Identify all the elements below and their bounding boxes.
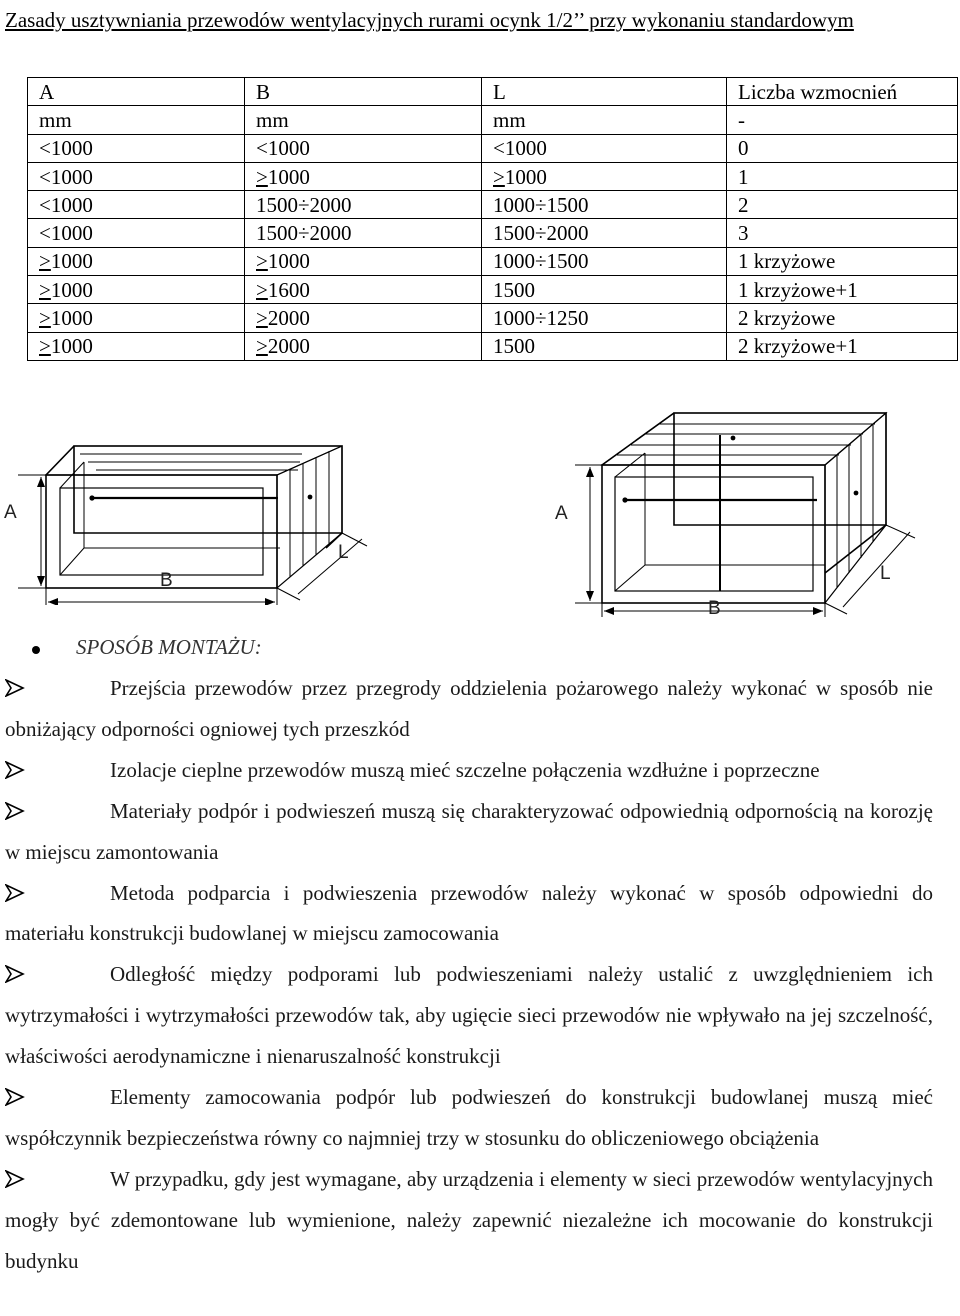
table-cell: <1000 xyxy=(482,134,727,162)
table-cell: 1 krzyżowe xyxy=(727,247,958,275)
table-row xyxy=(28,191,958,219)
duct-drawing-small xyxy=(0,440,380,605)
arrowhead-bullet-icon xyxy=(5,965,25,983)
instruction-text: Przejścia przewodów przez przegrody oddzielenia pożarowego należy wykonać w sposób nie obniżający odporności ogniowej tych przeszkód xyxy=(5,676,933,741)
arrowhead-bullet-icon xyxy=(5,1088,25,1106)
table-cell: 3 xyxy=(727,219,958,247)
table-row xyxy=(28,332,958,360)
table-cell: mm xyxy=(245,106,482,134)
table-cell: 2 krzyżowe+1 xyxy=(727,332,958,360)
table-cell: A xyxy=(28,78,245,106)
table-cell: >1000 xyxy=(28,332,245,360)
arrowhead-bullet-icon xyxy=(5,1170,25,1188)
dimension-label-a: A xyxy=(555,503,568,524)
table-cell: >2000 xyxy=(245,304,482,332)
table-cell: 1000÷1250 xyxy=(482,304,727,332)
table-cell: >2000 xyxy=(245,332,482,360)
table-cell: 1500÷2000 xyxy=(245,219,482,247)
instruction-text: Materiały podpór i podwieszeń muszą się charakteryzować odpowiednią odpornością na korozję w miejscu zamontowania xyxy=(5,798,933,864)
instruction-item xyxy=(5,873,933,955)
table-cell: <1000 xyxy=(28,162,245,190)
table-row xyxy=(28,247,958,275)
table-cell: 1 krzyżowe+1 xyxy=(727,276,958,304)
reinforcement-table xyxy=(27,77,958,361)
table-row xyxy=(28,219,958,247)
table-cell: >1000 xyxy=(28,304,245,332)
table-cell: 1500÷2000 xyxy=(245,191,482,219)
arrowhead-bullet-icon xyxy=(5,761,25,779)
table-units-row xyxy=(28,106,958,134)
dimension-label-l: L xyxy=(880,563,891,584)
table-cell: 1000÷1500 xyxy=(482,191,727,219)
instruction-item xyxy=(5,1077,933,1159)
table-cell: B xyxy=(245,78,482,106)
instruction-item xyxy=(5,791,933,873)
instruction-text: Odległość między podporami lub podwieszeniami należy ustalić z uwzględnieniem ich wytrzymałości i wytrzymałości przewodów tak, aby ugięcie sieci przewodów nie wpływało na jej szczelność, właściwości aerodynamiczne i nienaruszalność konstrukcji xyxy=(5,962,933,1069)
table-cell: <1000 xyxy=(28,219,245,247)
arrowhead-bullet-icon xyxy=(5,884,25,902)
table-cell: >1000 xyxy=(482,162,727,190)
arrowhead-bullet-icon xyxy=(5,679,25,697)
instruction-text: Elementy zamocowania podpór lub podwieszeń do konstrukcji budowlanej muszą mieć współczynnik bezpieczeństwa równy co najmniej trzy w stosunku do obliczeniowego obciążenia xyxy=(5,1085,933,1150)
instruction-item xyxy=(5,954,933,1077)
table-cell: - xyxy=(727,106,958,134)
table-cell: 1 xyxy=(727,162,958,190)
table-cell: 1500÷2000 xyxy=(482,219,727,247)
instruction-text: Metoda podparcia i podwieszenia przewodów należy wykonać w sposób odpowiedni do materiału konstrukcji budowlanej w miejscu zamocowania xyxy=(5,880,933,946)
instruction-text: Izolacje cieplne przewodów muszą mieć szczelne połączenia wzdłużne i poprzeczne xyxy=(110,757,820,782)
assembly-instructions-list xyxy=(5,668,933,1282)
table-cell: >1600 xyxy=(245,276,482,304)
table-cell: mm xyxy=(28,106,245,134)
table-cell: <1000 xyxy=(245,134,482,162)
table-cell: L xyxy=(482,78,727,106)
dimension-label-l: L xyxy=(338,542,349,563)
section-title: SPOSÓB MONTAŻU: xyxy=(76,635,262,659)
table-cell: >1000 xyxy=(245,162,482,190)
bullet-dot-icon xyxy=(32,646,40,654)
duct-drawing-large xyxy=(545,405,955,625)
table-cell: Liczba wzmocnień xyxy=(727,78,958,106)
table-cell: 2 xyxy=(727,191,958,219)
table-cell: 2 krzyżowe xyxy=(727,304,958,332)
instruction-text: W przypadku, gdy jest wymagane, aby urządzenia i elementy w sieci przewodów wentylacyjnych mogły być zdemontowane lub wymienione, należy zapewnić niezależne ich mocowanie do konstrukcji budynku xyxy=(5,1166,933,1273)
table-header-row xyxy=(28,78,958,106)
dimension-label-b: B xyxy=(160,570,173,591)
table-cell: <1000 xyxy=(28,191,245,219)
section-heading xyxy=(0,632,600,666)
table-cell: 1500 xyxy=(482,332,727,360)
dimension-label-b: B xyxy=(708,598,721,619)
instruction-item xyxy=(5,750,933,791)
table-cell: >1000 xyxy=(28,247,245,275)
page-heading: Zasady usztywniania przewodów wentylacyjnych rurami ocynk 1/2’’ przy wykonaniu standardowym xyxy=(5,8,854,32)
table-row xyxy=(28,304,958,332)
table-cell: >1000 xyxy=(245,247,482,275)
arrowhead-bullet-icon xyxy=(5,802,25,820)
table-row xyxy=(28,134,958,162)
table-cell: <1000 xyxy=(28,134,245,162)
table-cell: 1000÷1500 xyxy=(482,247,727,275)
table-row xyxy=(28,162,958,190)
table-row xyxy=(28,276,958,304)
instruction-item xyxy=(5,668,933,750)
table-cell: mm xyxy=(482,106,727,134)
table-cell: 1500 xyxy=(482,276,727,304)
table-cell: 0 xyxy=(727,134,958,162)
instruction-item xyxy=(5,1159,933,1282)
table-cell: >1000 xyxy=(28,276,245,304)
dimension-label-a: A xyxy=(4,502,17,523)
